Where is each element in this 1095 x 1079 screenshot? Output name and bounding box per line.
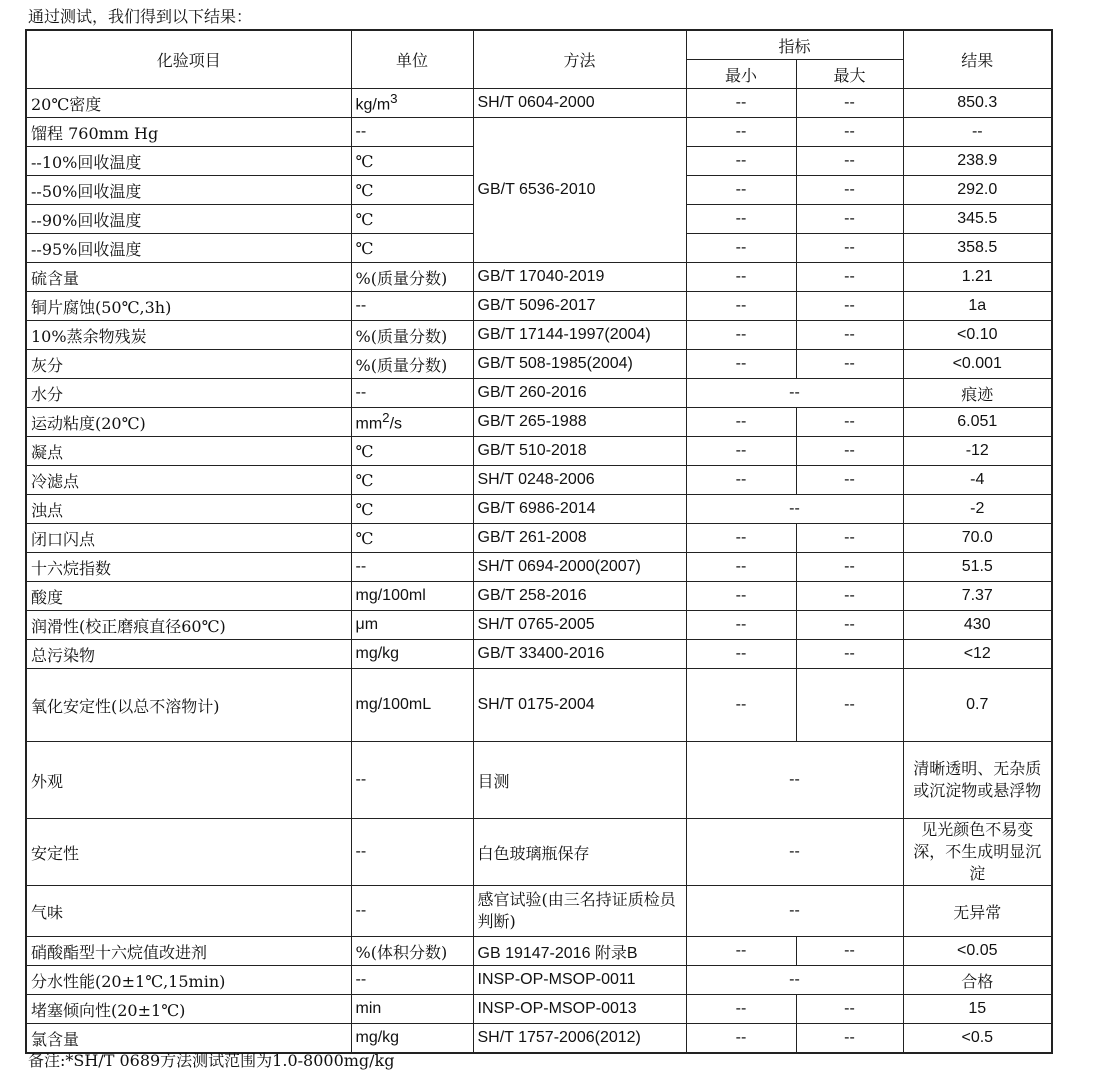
table-row (26, 437, 1052, 466)
cell-result: 见光颜色不易变深，不生成明显沉淀 (903, 819, 1052, 886)
cell-max: -- (796, 1024, 903, 1054)
cell-max: -- (796, 234, 903, 263)
cell-method: SH/T 0175-2004 (473, 669, 686, 742)
cell-index: -- (686, 742, 903, 819)
table-row (26, 611, 1052, 640)
cell-unit: -- (351, 292, 473, 321)
cell-max: -- (796, 89, 903, 118)
cell-item: 硝酸酯型十六烷值改进剂 (26, 937, 351, 966)
cell-unit: $mm^2/s$ (351, 408, 473, 437)
cell-unit: ℃ (351, 176, 473, 205)
cell-unit: ℃ (351, 205, 473, 234)
cell-max: -- (796, 321, 903, 350)
cell-unit: mg/100ml (351, 582, 473, 611)
cell-item: 酸度 (26, 582, 351, 611)
test-results-table (25, 29, 1053, 1054)
cell-item: --50%回收温度 (26, 176, 351, 205)
cell-method: SH/T 0604-2000 (473, 89, 686, 118)
cell-method: SH/T 1757-2006(2012) (473, 1024, 686, 1054)
table-row (26, 118, 1052, 147)
cell-result: 1a (903, 292, 1052, 321)
cell-item: 水分 (26, 379, 351, 408)
cell-min: -- (686, 205, 796, 234)
cell-unit: mg/kg (351, 640, 473, 669)
cell-min: -- (686, 263, 796, 292)
cell-result: 6.051 (903, 408, 1052, 437)
cell-result: 0.7 (903, 669, 1052, 742)
cell-method: GB/T 5096-2017 (473, 292, 686, 321)
cell-item: 润滑性(校正磨痕直径60℃) (26, 611, 351, 640)
table-row (26, 669, 1052, 742)
cell-min: -- (686, 350, 796, 379)
cell-max: -- (796, 118, 903, 147)
footnote: 备注:*SH/T 0689方法测试范围为1.0-8000mg/kg (28, 1051, 395, 1070)
cell-min: -- (686, 437, 796, 466)
cell-result: 70.0 (903, 524, 1052, 553)
cell-result: <0.05 (903, 937, 1052, 966)
cell-result: <0.10 (903, 321, 1052, 350)
cell-item: 10%蒸余物残炭 (26, 321, 351, 350)
cell-item: --10%回收温度 (26, 147, 351, 176)
table-row (26, 89, 1052, 118)
cell-max: -- (796, 669, 903, 742)
cell-min: -- (686, 147, 796, 176)
cell-max: -- (796, 147, 903, 176)
cell-result: <12 (903, 640, 1052, 669)
cell-unit: -- (351, 886, 473, 937)
header-index: 指标 (686, 30, 903, 60)
cell-unit: -- (351, 966, 473, 995)
cell-result: 292.0 (903, 176, 1052, 205)
table-row (26, 408, 1052, 437)
cell-result: 15 (903, 995, 1052, 1024)
cell-unit: %(质量分数) (351, 321, 473, 350)
cell-item: 冷滤点 (26, 466, 351, 495)
cell-item: 浊点 (26, 495, 351, 524)
cell-min: -- (686, 321, 796, 350)
cell-result: -12 (903, 437, 1052, 466)
cell-min: -- (686, 89, 796, 118)
cell-result: 345.5 (903, 205, 1052, 234)
table-row (26, 640, 1052, 669)
cell-min: -- (686, 669, 796, 742)
cell-result: -- (903, 118, 1052, 147)
cell-method: 目测 (473, 742, 686, 819)
cell-unit: -- (351, 553, 473, 582)
cell-max: -- (796, 292, 903, 321)
table-row (26, 582, 1052, 611)
cell-result: 合格 (903, 966, 1052, 995)
cell-min: -- (686, 1024, 796, 1054)
cell-unit: $kg/m^3$ (351, 89, 473, 118)
cell-unit: μm (351, 611, 473, 640)
cell-method: GB 19147-2016 附录B (473, 937, 686, 966)
cell-item: 十六烷指数 (26, 553, 351, 582)
cell-item: 分水性能(20±1℃,15min) (26, 966, 351, 995)
cell-min: -- (686, 118, 796, 147)
table-row (26, 819, 1052, 886)
cell-max: -- (796, 437, 903, 466)
header-unit: 单位 (351, 30, 473, 89)
cell-result: 1.21 (903, 263, 1052, 292)
cell-min: -- (686, 176, 796, 205)
cell-unit: -- (351, 118, 473, 147)
table-row (26, 379, 1052, 408)
cell-max: -- (796, 350, 903, 379)
cell-unit: mg/kg (351, 1024, 473, 1054)
header-max: 最大 (796, 60, 903, 89)
cell-item: 总污染物 (26, 640, 351, 669)
cell-unit: mg/100mL (351, 669, 473, 742)
cell-min: -- (686, 995, 796, 1024)
intro-text: 通过测试，我们得到以下结果： (28, 7, 253, 26)
cell-result: <0.5 (903, 1024, 1052, 1054)
cell-unit: ℃ (351, 437, 473, 466)
cell-result: 痕迹 (903, 379, 1052, 408)
cell-min: -- (686, 640, 796, 669)
table-row (26, 263, 1052, 292)
cell-unit: ℃ (351, 466, 473, 495)
cell-unit: -- (351, 819, 473, 886)
cell-min: -- (686, 582, 796, 611)
cell-unit: ℃ (351, 524, 473, 553)
cell-min: -- (686, 234, 796, 263)
cell-min: -- (686, 466, 796, 495)
cell-result: 850.3 (903, 89, 1052, 118)
cell-item: 硫含量 (26, 263, 351, 292)
table-row (26, 350, 1052, 379)
cell-result: 358.5 (903, 234, 1052, 263)
table-row (26, 524, 1052, 553)
cell-item: 铜片腐蚀(50℃,3h) (26, 292, 351, 321)
cell-method: GB/T 265-1988 (473, 408, 686, 437)
cell-method: SH/T 0248-2006 (473, 466, 686, 495)
cell-min: -- (686, 553, 796, 582)
cell-method: SH/T 0765-2005 (473, 611, 686, 640)
cell-min: -- (686, 524, 796, 553)
cell-item: 氧化安定性(以总不溶物计) (26, 669, 351, 742)
table-row (26, 742, 1052, 819)
cell-item: 外观 (26, 742, 351, 819)
cell-max: -- (796, 937, 903, 966)
header-result: 结果 (903, 30, 1052, 89)
cell-max: -- (796, 582, 903, 611)
cell-method: INSP-OP-MSOP-0011 (473, 966, 686, 995)
cell-item: 凝点 (26, 437, 351, 466)
cell-result: 无异常 (903, 886, 1052, 937)
cell-min: -- (686, 611, 796, 640)
cell-min: -- (686, 408, 796, 437)
header-min: 最小 (686, 60, 796, 89)
cell-item: 气味 (26, 886, 351, 937)
cell-max: -- (796, 263, 903, 292)
cell-unit: min (351, 995, 473, 1024)
cell-unit: ℃ (351, 147, 473, 176)
cell-method: GB/T 17040-2019 (473, 263, 686, 292)
cell-result: 238.9 (903, 147, 1052, 176)
cell-item: 灰分 (26, 350, 351, 379)
cell-item: 馏程 760mm Hg (26, 118, 351, 147)
header-item: 化验项目 (26, 30, 351, 89)
cell-method: GB/T 508-1985(2004) (473, 350, 686, 379)
cell-index: -- (686, 495, 903, 524)
cell-item: 运动粘度(20℃) (26, 408, 351, 437)
table-row (26, 321, 1052, 350)
cell-method: GB/T 260-2016 (473, 379, 686, 408)
cell-result: 清晰透明、无杂质或沉淀物或悬浮物 (903, 742, 1052, 819)
cell-unit: %(质量分数) (351, 263, 473, 292)
cell-result: 51.5 (903, 553, 1052, 582)
cell-result: <0.001 (903, 350, 1052, 379)
cell-item: 20℃密度 (26, 89, 351, 118)
cell-method: GB/T 33400-2016 (473, 640, 686, 669)
cell-unit: -- (351, 742, 473, 819)
cell-unit: ℃ (351, 234, 473, 263)
cell-max: -- (796, 995, 903, 1024)
cell-method: GB/T 261-2008 (473, 524, 686, 553)
cell-method: SH/T 0694-2000(2007) (473, 553, 686, 582)
table-row (26, 966, 1052, 995)
cell-max: -- (796, 611, 903, 640)
header-method: 方法 (473, 30, 686, 89)
cell-max: -- (796, 408, 903, 437)
cell-unit: %(体积分数) (351, 937, 473, 966)
cell-index: -- (686, 819, 903, 886)
cell-item: 闭口闪点 (26, 524, 351, 553)
cell-method: GB/T 258-2016 (473, 582, 686, 611)
cell-index: -- (686, 966, 903, 995)
cell-method: GB/T 17144-1997(2004) (473, 321, 686, 350)
table-row (26, 995, 1052, 1024)
cell-max: -- (796, 176, 903, 205)
cell-item: --90%回收温度 (26, 205, 351, 234)
cell-max: -- (796, 205, 903, 234)
cell-item: --95%回收温度 (26, 234, 351, 263)
cell-index: -- (686, 379, 903, 408)
cell-result: 7.37 (903, 582, 1052, 611)
cell-min: -- (686, 937, 796, 966)
cell-method: GB/T 6986-2014 (473, 495, 686, 524)
cell-unit: ℃ (351, 495, 473, 524)
cell-max: -- (796, 524, 903, 553)
cell-item: 氯含量 (26, 1024, 351, 1054)
cell-result: -2 (903, 495, 1052, 524)
cell-max: -- (796, 553, 903, 582)
table-row (26, 292, 1052, 321)
cell-method: GB/T 6536-2010 (473, 118, 686, 263)
cell-method: 白色玻璃瓶保存 (473, 819, 686, 886)
table-row (26, 553, 1052, 582)
cell-method: INSP-OP-MSOP-0013 (473, 995, 686, 1024)
cell-max: -- (796, 466, 903, 495)
table-row (26, 886, 1052, 937)
cell-min: -- (686, 292, 796, 321)
cell-result: 430 (903, 611, 1052, 640)
cell-max: -- (796, 640, 903, 669)
table-row (26, 495, 1052, 524)
cell-method: 感官试验(由三名持证质检员判断) (473, 886, 686, 937)
cell-index: -- (686, 886, 903, 937)
cell-unit: %(质量分数) (351, 350, 473, 379)
cell-unit: -- (351, 379, 473, 408)
cell-result: -4 (903, 466, 1052, 495)
table-row (26, 466, 1052, 495)
cell-item: 堵塞倾向性(20±1℃) (26, 995, 351, 1024)
cell-item: 安定性 (26, 819, 351, 886)
cell-method: GB/T 510-2018 (473, 437, 686, 466)
table-row (26, 937, 1052, 966)
